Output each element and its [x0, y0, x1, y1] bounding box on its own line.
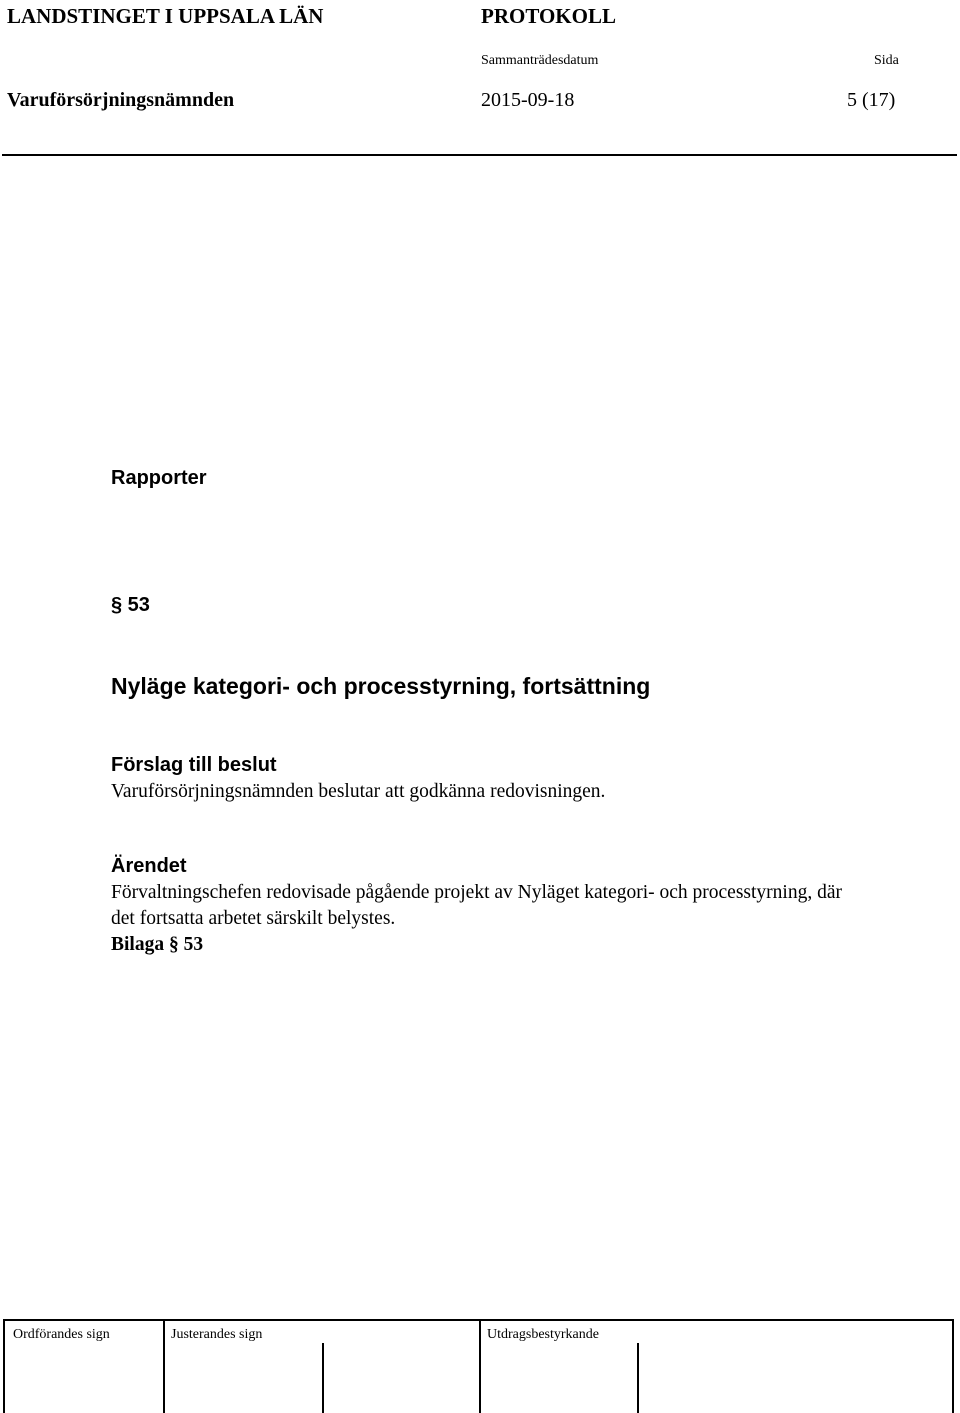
header-divider [2, 154, 957, 156]
footer-left-border [3, 1319, 5, 1413]
organization-name: LANDSTINGET I UPPSALA LÄN [7, 4, 324, 28]
proposal-heading: Förslag till beslut [111, 754, 277, 776]
matter-text-line-1: Förvaltningschefen redovisade pågående projekt av Nyläget kategori- och processtyrning, där [111, 882, 842, 903]
meeting-date-label: Sammanträdesdatum [481, 53, 599, 68]
footer-divider-2 [322, 1343, 324, 1413]
meeting-date: 2015-09-18 [481, 89, 575, 111]
chair-sign-label: Ordförandes sign [13, 1327, 110, 1342]
paragraph-number: § 53 [111, 594, 150, 616]
extract-certification-label: Utdragsbestyrkande [487, 1327, 599, 1342]
footer-right-border [952, 1319, 954, 1413]
attachment-reference: Bilaga § 53 [111, 934, 204, 955]
footer-divider-1 [163, 1319, 165, 1413]
committee-name: Varuförsörjningsnämnden [7, 89, 235, 111]
proposal-text: Varuförsörjningsnämnden beslutar att godkänna redovisningen. [111, 781, 606, 802]
matter-text-line-2: det fortsatta arbetet särskilt belystes. [111, 908, 396, 929]
footer-divider-3 [479, 1319, 481, 1413]
section-heading: Rapporter [111, 467, 207, 489]
adjuster-sign-label: Justerandes sign [171, 1327, 263, 1342]
footer-divider-4 [637, 1343, 639, 1413]
document-type: PROTOKOLL [481, 4, 616, 28]
page-label: Sida [874, 53, 899, 68]
matter-heading: Ärendet [111, 855, 187, 877]
item-title: Nyläge kategori- och processtyrning, fortsättning [111, 673, 651, 699]
page-number: 5 (17) [847, 89, 896, 111]
